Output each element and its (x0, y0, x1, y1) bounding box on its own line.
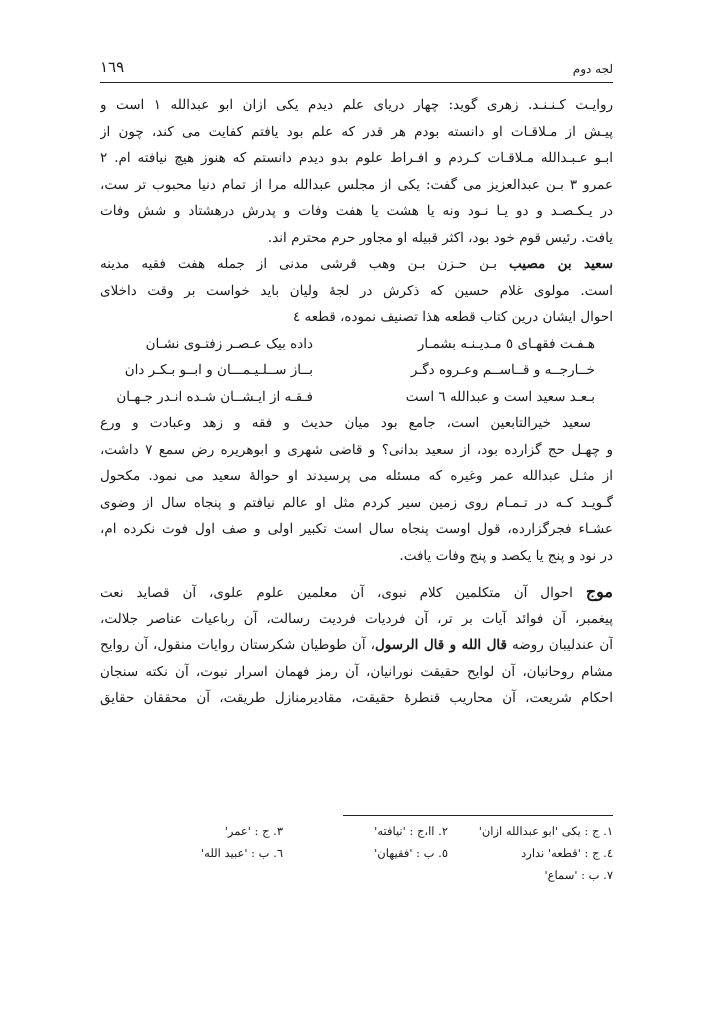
footnote: ٢. اا،ج : 'نیافته' (374, 824, 448, 838)
text-line: گـویـد کـه در تـمـام روی زمین سیر کردم مثل او عالم نیافتم و پنجاه سال از وضوی (100, 494, 613, 511)
text-line: احکام شریعت، آن محاریب قنطرۀ حقیقت، مقادیرمنازل طریقت، آن محققان حقایق (100, 690, 613, 706)
hemistich-second: بــاز ســلـیـمـــان و ابــو بـکـر دان (124, 362, 313, 378)
footnote-row (100, 842, 613, 864)
hemistich-first: هـفـت فقهـای ٥ مـدیـنـه بشمـار (417, 335, 595, 352)
hemistich-second: داده بیک عـصـر زفتـوی نشـان (145, 335, 313, 352)
footnote-row (100, 820, 613, 842)
paragraph-khair-al-tabieen (100, 410, 613, 569)
footnotes (100, 820, 613, 886)
page-number: ١٦٩ (100, 58, 125, 76)
body-text (100, 92, 613, 712)
text-line: عشـاء فجرگزارده، قول اوست پنجاه سال است تکبیر اولی و صف اول فوت نکرده ام، (100, 521, 613, 537)
text-line: و چهـل حج گزارده بود، از سعید بدانی؟ و قاضی شهری و ابوهریره رض سمع ٧ داشت، (100, 441, 613, 458)
text-line (100, 632, 613, 659)
text-line: سعید خیرالتابعین است، جامع بود میان حدیث و فقه و زهد وعبادت و ورع (100, 415, 591, 431)
text-line: احوال ایشان درین کتاب قطعه هذا تصنیف نموده، قطعه ٤ (292, 309, 613, 325)
footnote: ١. ج : یکی 'ابو عبدالله ازان' (478, 824, 613, 838)
text-line: روایـت کـنـنـد. زهری گوید: چهار دریای علم دیدم یکی ازان ابو عبدالله ١ است و (100, 97, 613, 113)
paragraph-zuhri (100, 92, 613, 251)
text-line: ابـو عـبـدالله مـلاقـات کـردم و افـراط علوم بدو دیدم دانستم که هنوز هیچ نیافته ام. ٢ (100, 150, 613, 166)
footnote: ٣. ج : 'عمر' (224, 824, 283, 838)
footnote: ٧. ب : 'سماع' (544, 868, 613, 882)
hemistich-first: بـعـد سعید است و عبدالله ٦ است (405, 388, 595, 405)
text-line: یافت. رئیس قوم خود بود، اکثر قبیله او مجاور حرم محترم اند. (267, 229, 613, 246)
spacer (100, 569, 613, 579)
paragraph-mawj (100, 579, 613, 712)
text-line (100, 251, 613, 278)
text-line (100, 579, 613, 606)
heading-name: سعید بن مصیب (509, 256, 613, 272)
page-header (100, 58, 613, 83)
text-run: آن عندلیبان روضه (507, 637, 613, 653)
bold-phrase: قال الله و قال الرسول (375, 637, 507, 653)
verse-line (100, 357, 613, 384)
text-line: در نود و پنج یا یکصد و پنج وفات یافت. (399, 547, 613, 564)
paragraph-saeed (100, 251, 613, 331)
text-line: عمرو ٣ بـن عبدالعزیز می گفت: یکی از مجلس عبدالله مرا از تمام دنیا محبوب تر ست، (100, 176, 613, 193)
verse-line (100, 384, 613, 411)
text-run: ، آن طوطیان شکرستان روایات منقول، آن روایح (100, 637, 375, 653)
footnote-row (100, 864, 613, 886)
text-line: از مثـل عبدالله عمر وغیره که مسئله می پرسیدند او حوالۀ سعید می نمود. مکحول (100, 468, 613, 484)
text-line: مشام روحانیان، آن لوایح حقیقت نورانیان، آن رمز فهمان اسرار نبوت، آن نکته سنجان (100, 663, 613, 680)
text-run: احوال آن متکلمین کلام نبوی، آن معلمین علوم علوی، آن قصاید نعت (100, 585, 586, 601)
section-title: موج (585, 582, 613, 601)
hemistich-second: فـقـه از ایـشــان شـده انـدر جـهـان (116, 388, 313, 405)
text-line: پیغمبر، آن فوائد آیات بر تر، آن فردیات فردیت رسالت، آن رباعیات عناصر جلالت، (100, 610, 613, 627)
footnote: ٦. ب : 'عبید الله' (201, 846, 283, 860)
footnote: ٤. ج : 'قطعه' ندارد (521, 846, 613, 860)
footnote: ٥. ب : 'فقیهان' (374, 846, 448, 860)
text-line: در یـکـصـد و دو یـا نـود ونه یا هشت یا هفت وفات و پدرش درهشتاد و شش وفات (100, 203, 613, 219)
verse-line (100, 331, 613, 358)
text-run: بـن حـزن بـن وهب قرشی مدنی از جمله هفت فقیه مدینه (100, 256, 510, 272)
poem-qita (100, 331, 613, 411)
running-title: لجه دوم (572, 62, 613, 76)
footnote-rule (343, 815, 613, 816)
hemistich-first: خــارجــه و قــاســم وعـروه دگـر (410, 362, 595, 378)
text-line: است. مولوی غلام حسین که ذکرش در لجۀ ولیان باید خواست بر وقت داخلای (100, 282, 613, 299)
text-line: پیـش از مـلاقـات او دانسته بودم هر قدر که علم بود یافتم کفایت می کند، چون از (100, 123, 613, 140)
